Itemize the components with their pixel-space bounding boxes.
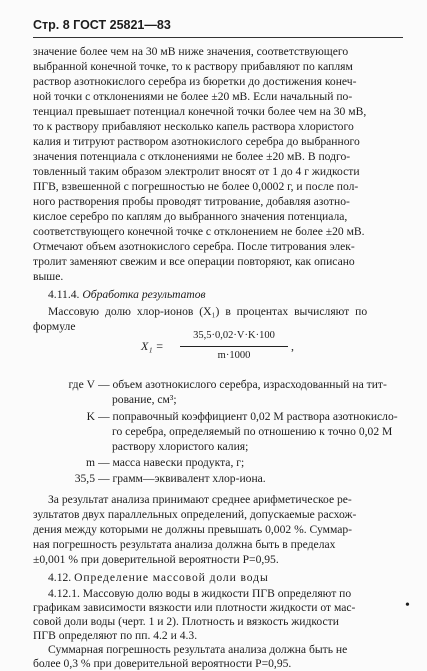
section-title: Обработка результатов	[82, 288, 206, 301]
legend-symbol: m	[85, 456, 95, 469]
legend-symbol: где V	[68, 378, 95, 391]
text-line: ПГВ, взвешенной с погрешностью не более 0,0002 г, и после пол-	[33, 180, 359, 193]
section-number: 4.12.	[48, 571, 72, 584]
text-line: ного растворения пробы проводят титрование, добавляя азотно-	[33, 195, 350, 208]
text-line: то к раствору прибавляют несколько капель раствора хлористого	[33, 120, 354, 133]
text-line: зультатов двух параллельных определений, допускаемые расхож-	[33, 508, 357, 521]
text-line: дения между которыми не должны превышать 0,002 %. Суммар-	[33, 523, 353, 536]
formula-numerator: 35,5·0,02·V·K·100	[193, 330, 275, 341]
text-line: совой доли воды (черт. 1 и 2). Плотность и вязкость жидкости	[33, 615, 339, 628]
section-heading-4-11-4	[48, 287, 414, 302]
text-line: выше.	[33, 270, 64, 283]
text-line: товленный таким образом электролит вносят от 1 до 4 г жидкости	[33, 165, 360, 178]
text-line: Отмечают объем азотнокислого серебра. После титрования элек-	[33, 240, 355, 253]
formula-denominator: m·1000	[217, 350, 251, 361]
formula-end: ,	[291, 339, 294, 353]
text-line: За результат анализа принимают среднее арифметическое ре-	[48, 493, 352, 506]
legend-text: рование, см³;	[112, 393, 177, 406]
legend-text: — объем азотнокислого серебра, израсходованный на тит-	[98, 378, 387, 391]
text-line: соответствующего конечной точке с отклонением не более ±20 мВ.	[33, 225, 365, 238]
legend-symbol: K	[86, 410, 95, 423]
section-number: 4.11.4.	[48, 288, 80, 301]
text-line: тролит заменяют свежим и все операции повторяют, как описано	[33, 255, 355, 268]
legend-text: — поправочный коэффициент 0,02 М раствора азотнокисло-	[98, 410, 398, 423]
text-line: 4.12.1. Массовую долю воды в жидкости ПГВ определяют по	[48, 587, 352, 600]
text-line: ±0,001 % при доверительной вероятности P=0,95.	[33, 553, 279, 566]
page-header: Стр. 8 ГОСТ 25821—83	[33, 18, 171, 32]
text-line: более 0,3 % при доверительной вероятности P=0,95.	[33, 657, 292, 670]
text-line: значение более чем на 30 мВ ниже значения, соответствующего	[33, 45, 349, 58]
text-line: значения потенциала с отклонениями не более ±20 мВ. В подго-	[33, 150, 351, 163]
fraction-bar	[180, 346, 288, 347]
text-line: формуле	[33, 320, 76, 333]
section-heading-4-12	[48, 570, 414, 585]
legend-text: — грамм—эквивалент хлор-иона.	[98, 472, 266, 485]
text-line: Суммарная погрешность результата анализа должна быть не	[48, 643, 348, 656]
text-line: тенциал превышает потенциал конечной точки более чем на 30 мВ,	[33, 105, 367, 118]
text-line: ная погрешность результата анализа должна быть в пределах	[33, 538, 336, 551]
section-title: Определение массовой доли воды	[74, 571, 269, 584]
header-rule	[33, 37, 403, 38]
legend-text: раствору хлористого калия;	[112, 440, 249, 453]
legend-symbol: 35,5	[74, 472, 95, 485]
margin-mark: •	[405, 598, 410, 613]
text-line: кислое серебро по каплям до выбранного значения потенциала,	[33, 210, 348, 223]
legend-text: го серебра, определяемый по отношению к точно 0,02 М	[112, 425, 393, 438]
text-line: выбранной конечной точке, то к раствору прибавляют по каплям	[33, 60, 353, 73]
text-line: ПГВ определяют по пп. 4.2 и 4.3.	[33, 629, 198, 642]
text-line: раствор азотнокислого серебра из бюретки до достижения конеч-	[33, 75, 357, 88]
text-line: Массовую долю хлор-ионов (X₁) в процентах вычисляют по	[48, 305, 368, 318]
formula-lhs: X₁ =	[141, 339, 164, 353]
text-line: калия и титруют раствором азотнокислого серебра до выбранного	[33, 135, 360, 148]
legend-text: — масса навески продукта, г;	[98, 456, 245, 469]
text-line: ной точки с отклонениями не более ±20 мВ. Если начальный по-	[33, 90, 353, 103]
text-line: графикам зависимости вязкости или плотности жидкости от мас-	[33, 601, 356, 614]
